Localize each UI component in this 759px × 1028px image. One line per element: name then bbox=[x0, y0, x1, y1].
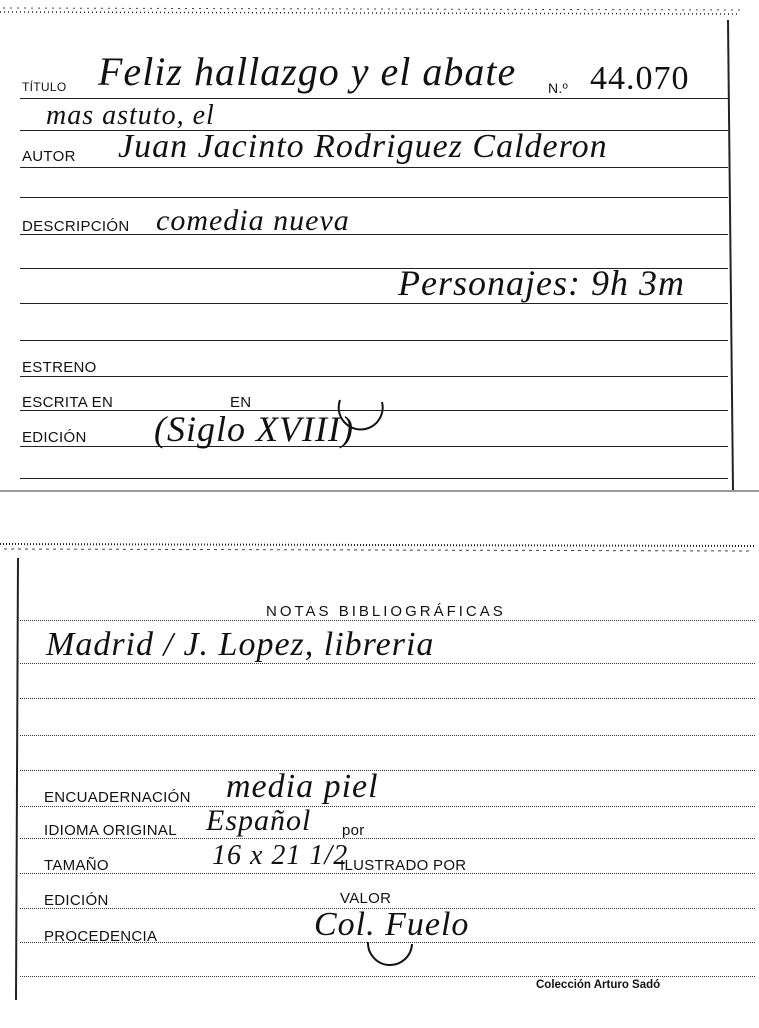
label-autor: AUTOR bbox=[22, 148, 76, 165]
catalog-card-back bbox=[0, 530, 759, 1028]
rule-escrita bbox=[20, 410, 728, 411]
label-tamano: TAMAÑO bbox=[44, 857, 109, 874]
rule-blank-4 bbox=[20, 478, 728, 479]
label-idioma-original: IDIOMA ORIGINAL bbox=[44, 822, 177, 839]
label-por: por bbox=[342, 822, 365, 839]
value-descripcion: comedia nueva bbox=[156, 204, 350, 237]
label-ilustrado-por: ILUSTRADO POR bbox=[340, 857, 467, 874]
value-personajes: Personajes: 9h 3m bbox=[398, 263, 685, 303]
label-en: EN bbox=[230, 394, 252, 411]
label-edicion-back: EDICIÓN bbox=[44, 892, 109, 909]
value-encuadernacion: media piel bbox=[226, 768, 379, 805]
value-procedencia: Col. Fuelo bbox=[314, 906, 470, 943]
rule-notes-1 bbox=[20, 620, 755, 621]
rule-blank-1 bbox=[20, 197, 728, 198]
rule-blank-3 bbox=[20, 340, 728, 341]
label-estreno: ESTRENO bbox=[22, 359, 97, 376]
label-encuadernacion: ENCUADERNACIÓN bbox=[44, 789, 191, 806]
label-descripcion: DESCRIPCIÓN bbox=[22, 218, 130, 235]
rule-estreno bbox=[20, 376, 728, 377]
label-titulo: TÍTULO bbox=[22, 80, 67, 94]
label-numero: N.º bbox=[548, 80, 569, 96]
rule-autor bbox=[20, 167, 728, 168]
value-tamano: 16 x 21 1/2 bbox=[212, 840, 349, 871]
label-valor: VALOR bbox=[340, 890, 392, 907]
value-titulo-line2: mas astuto, el bbox=[46, 100, 215, 131]
rule-notes-5 bbox=[20, 770, 755, 771]
rule-bottom bbox=[20, 976, 755, 977]
value-titulo-line1: Feliz hallazgo y el abate bbox=[98, 49, 517, 94]
value-autor: Juan Jacinto Rodriguez Calderon bbox=[118, 128, 608, 165]
value-numero: 44.070 bbox=[590, 60, 690, 97]
rule-notes-3 bbox=[20, 698, 755, 699]
value-notes-line1: Madrid / J. Lopez, libreria bbox=[46, 626, 435, 663]
catalog-card-front bbox=[0, 0, 759, 493]
value-edicion: (Siglo XVIII) bbox=[154, 409, 354, 449]
collection-footer: Colección Arturo Sadó bbox=[536, 979, 661, 991]
back-header: NOTAS BIBLIOGRÁFICAS bbox=[266, 603, 506, 620]
value-idioma-original: Español bbox=[206, 804, 312, 837]
label-procedencia: PROCEDENCIA bbox=[44, 928, 158, 945]
label-edicion: EDICIÓN bbox=[22, 429, 87, 446]
rule-encuadernacion bbox=[20, 806, 755, 807]
rule-notes-4 bbox=[20, 735, 755, 736]
rule-titulo bbox=[20, 98, 728, 99]
label-escrita-en: ESCRITA EN bbox=[22, 394, 114, 411]
rule-edicion bbox=[20, 446, 728, 447]
